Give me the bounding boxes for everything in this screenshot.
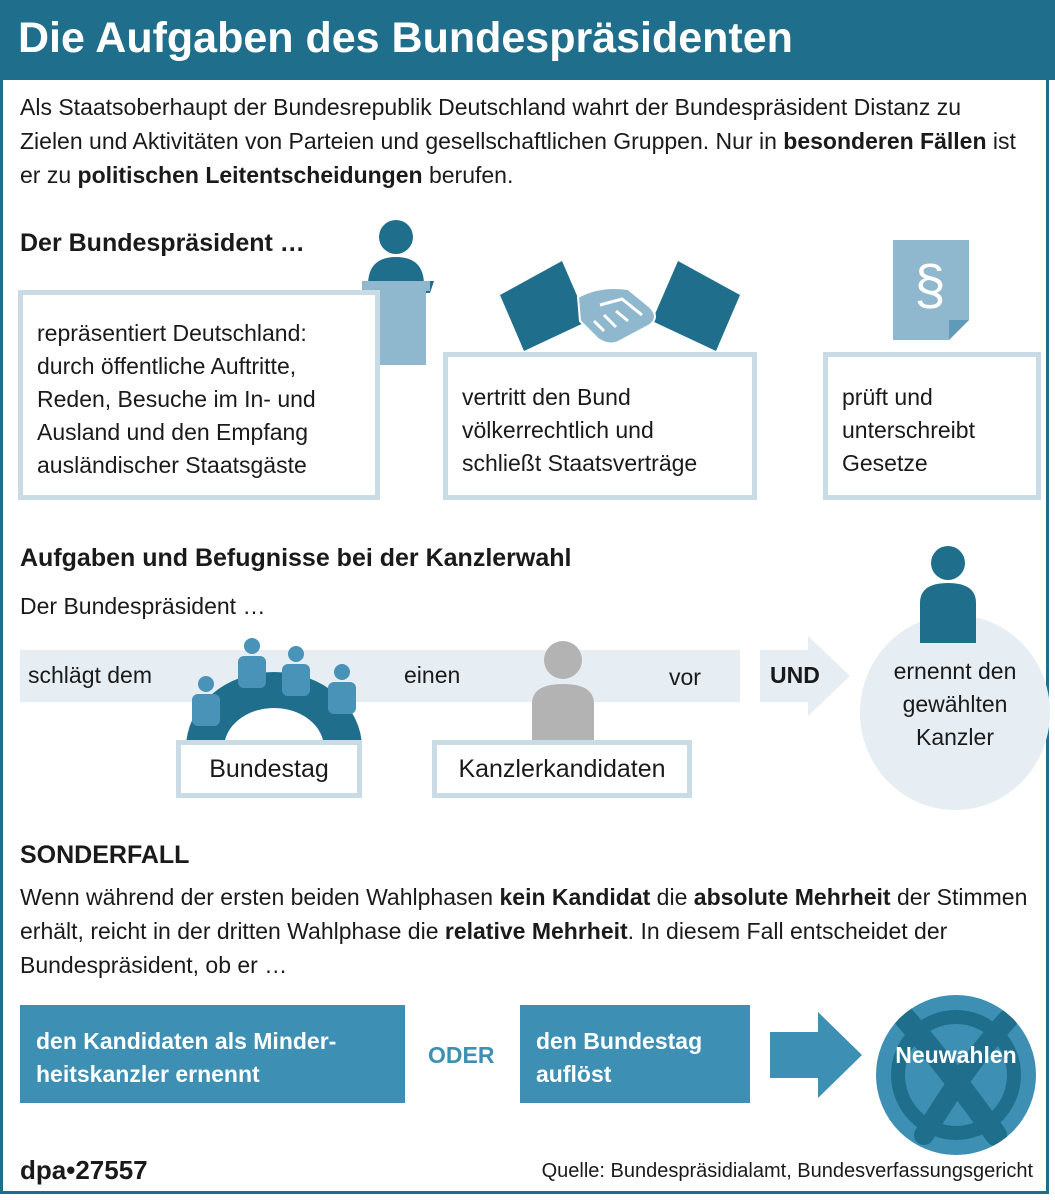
new-election-label: Neuwahlen xyxy=(895,1042,1017,1068)
appoint-text xyxy=(862,655,1048,754)
new-election-circle xyxy=(876,995,1036,1155)
emphasis-text: relative Mehrheit xyxy=(444,918,628,944)
represent-line: Reden, Besuche im In- und xyxy=(37,386,316,412)
appoint-line: Kanzler xyxy=(916,724,994,750)
band-text-mid: einen xyxy=(404,662,461,688)
bundestag-arch-icon xyxy=(184,636,364,748)
ballot-cross-icon xyxy=(876,995,1036,1155)
body-text: Als Staatsoberhaupt der Bundesrepublik Deutschland wahrt der Bundespräsident Distanz zu Zielen und Aktivitäten von Parteien und gesellschaftlichen Gruppen. Nur in xyxy=(20,94,962,154)
option2-line: auflöst xyxy=(536,1061,612,1087)
candidate-person-icon xyxy=(530,640,596,744)
section2-heading: Aufgaben und Befugnisse bei der Kanzlerwahl xyxy=(20,544,572,572)
paragraph-document-icon xyxy=(893,240,969,340)
band-text-left: schlägt dem xyxy=(28,662,153,688)
section2-subheading: Der Bundespräsident … xyxy=(20,593,266,619)
option2-line: den Bundestag xyxy=(536,1028,703,1054)
represent-box xyxy=(18,290,380,500)
body-text: Wenn während der ersten beiden Wahlphasen xyxy=(20,884,500,910)
intro-text xyxy=(20,90,1030,192)
body-text: die xyxy=(650,884,694,910)
section3-heading: SONDERFALL xyxy=(20,841,190,869)
emphasis-text: politischen Leitentscheidungen xyxy=(77,162,423,188)
law-box xyxy=(823,352,1041,500)
option1-line: den Kandidaten als Minder- xyxy=(36,1028,337,1054)
dissolve-bundestag-box xyxy=(520,1005,750,1103)
law-line: Gesetze xyxy=(842,450,928,476)
title-bar xyxy=(0,0,1055,80)
represent-line: repräsentiert Deutschland: xyxy=(37,320,307,346)
body-text: ist er zu xyxy=(20,128,1016,188)
represent-line: Ausland und den Empfang xyxy=(37,419,309,445)
chancellor-person-icon xyxy=(918,545,978,645)
treaty-line: schließt Staatsverträge xyxy=(462,450,698,476)
treaty-line: vertritt den Bund xyxy=(462,384,631,410)
represent-line: ausländischer Staatsgäste xyxy=(37,452,307,478)
appoint-line: ernennt den xyxy=(893,658,1017,684)
option1-line: heitskanzler ernennt xyxy=(36,1061,260,1087)
represent-line: durch öffentliche Auftritte, xyxy=(37,353,297,379)
law-line: prüft und xyxy=(842,384,933,410)
emphasis-text: kein Kandidat xyxy=(499,884,651,910)
source-note: Quelle: Bundespräsidialamt, Bundesverfassungsgericht xyxy=(541,1160,1033,1182)
treaty-box xyxy=(443,352,757,500)
body-text: berufen. xyxy=(422,162,514,188)
oder-label: ODER xyxy=(428,1042,495,1068)
law-line: unterschreibt xyxy=(842,417,975,443)
bundestag-label: Bundestag xyxy=(176,740,362,798)
dpa-logo: dpa•27557 xyxy=(20,1155,148,1185)
body-text: der Stimmen erhält, reicht in der dritten Wahlphase die xyxy=(20,884,1028,944)
body-text: . In diesem Fall entscheidet der Bundespräsident, ob er … xyxy=(20,918,948,978)
emphasis-text: absolute Mehrheit xyxy=(693,884,891,910)
treaty-line: völkerrechtlich und xyxy=(462,417,654,443)
handshake-icon xyxy=(500,255,740,350)
minority-chancellor-box xyxy=(20,1005,405,1103)
page-title: Die Aufgaben des Bundespräsidenten xyxy=(18,14,793,62)
band-text-right: vor xyxy=(669,664,701,690)
appoint-line: gewählten xyxy=(902,691,1008,717)
sonderfall-text xyxy=(20,880,1040,982)
und-label: UND xyxy=(770,662,820,688)
section1-heading: Der Bundespräsident … xyxy=(20,229,305,257)
arrow-right-icon xyxy=(770,1012,862,1098)
emphasis-text: besonderen Fällen xyxy=(783,128,987,154)
paragraph-sign: § xyxy=(914,253,946,316)
candidate-label: Kanzlerkandidaten xyxy=(432,740,692,798)
